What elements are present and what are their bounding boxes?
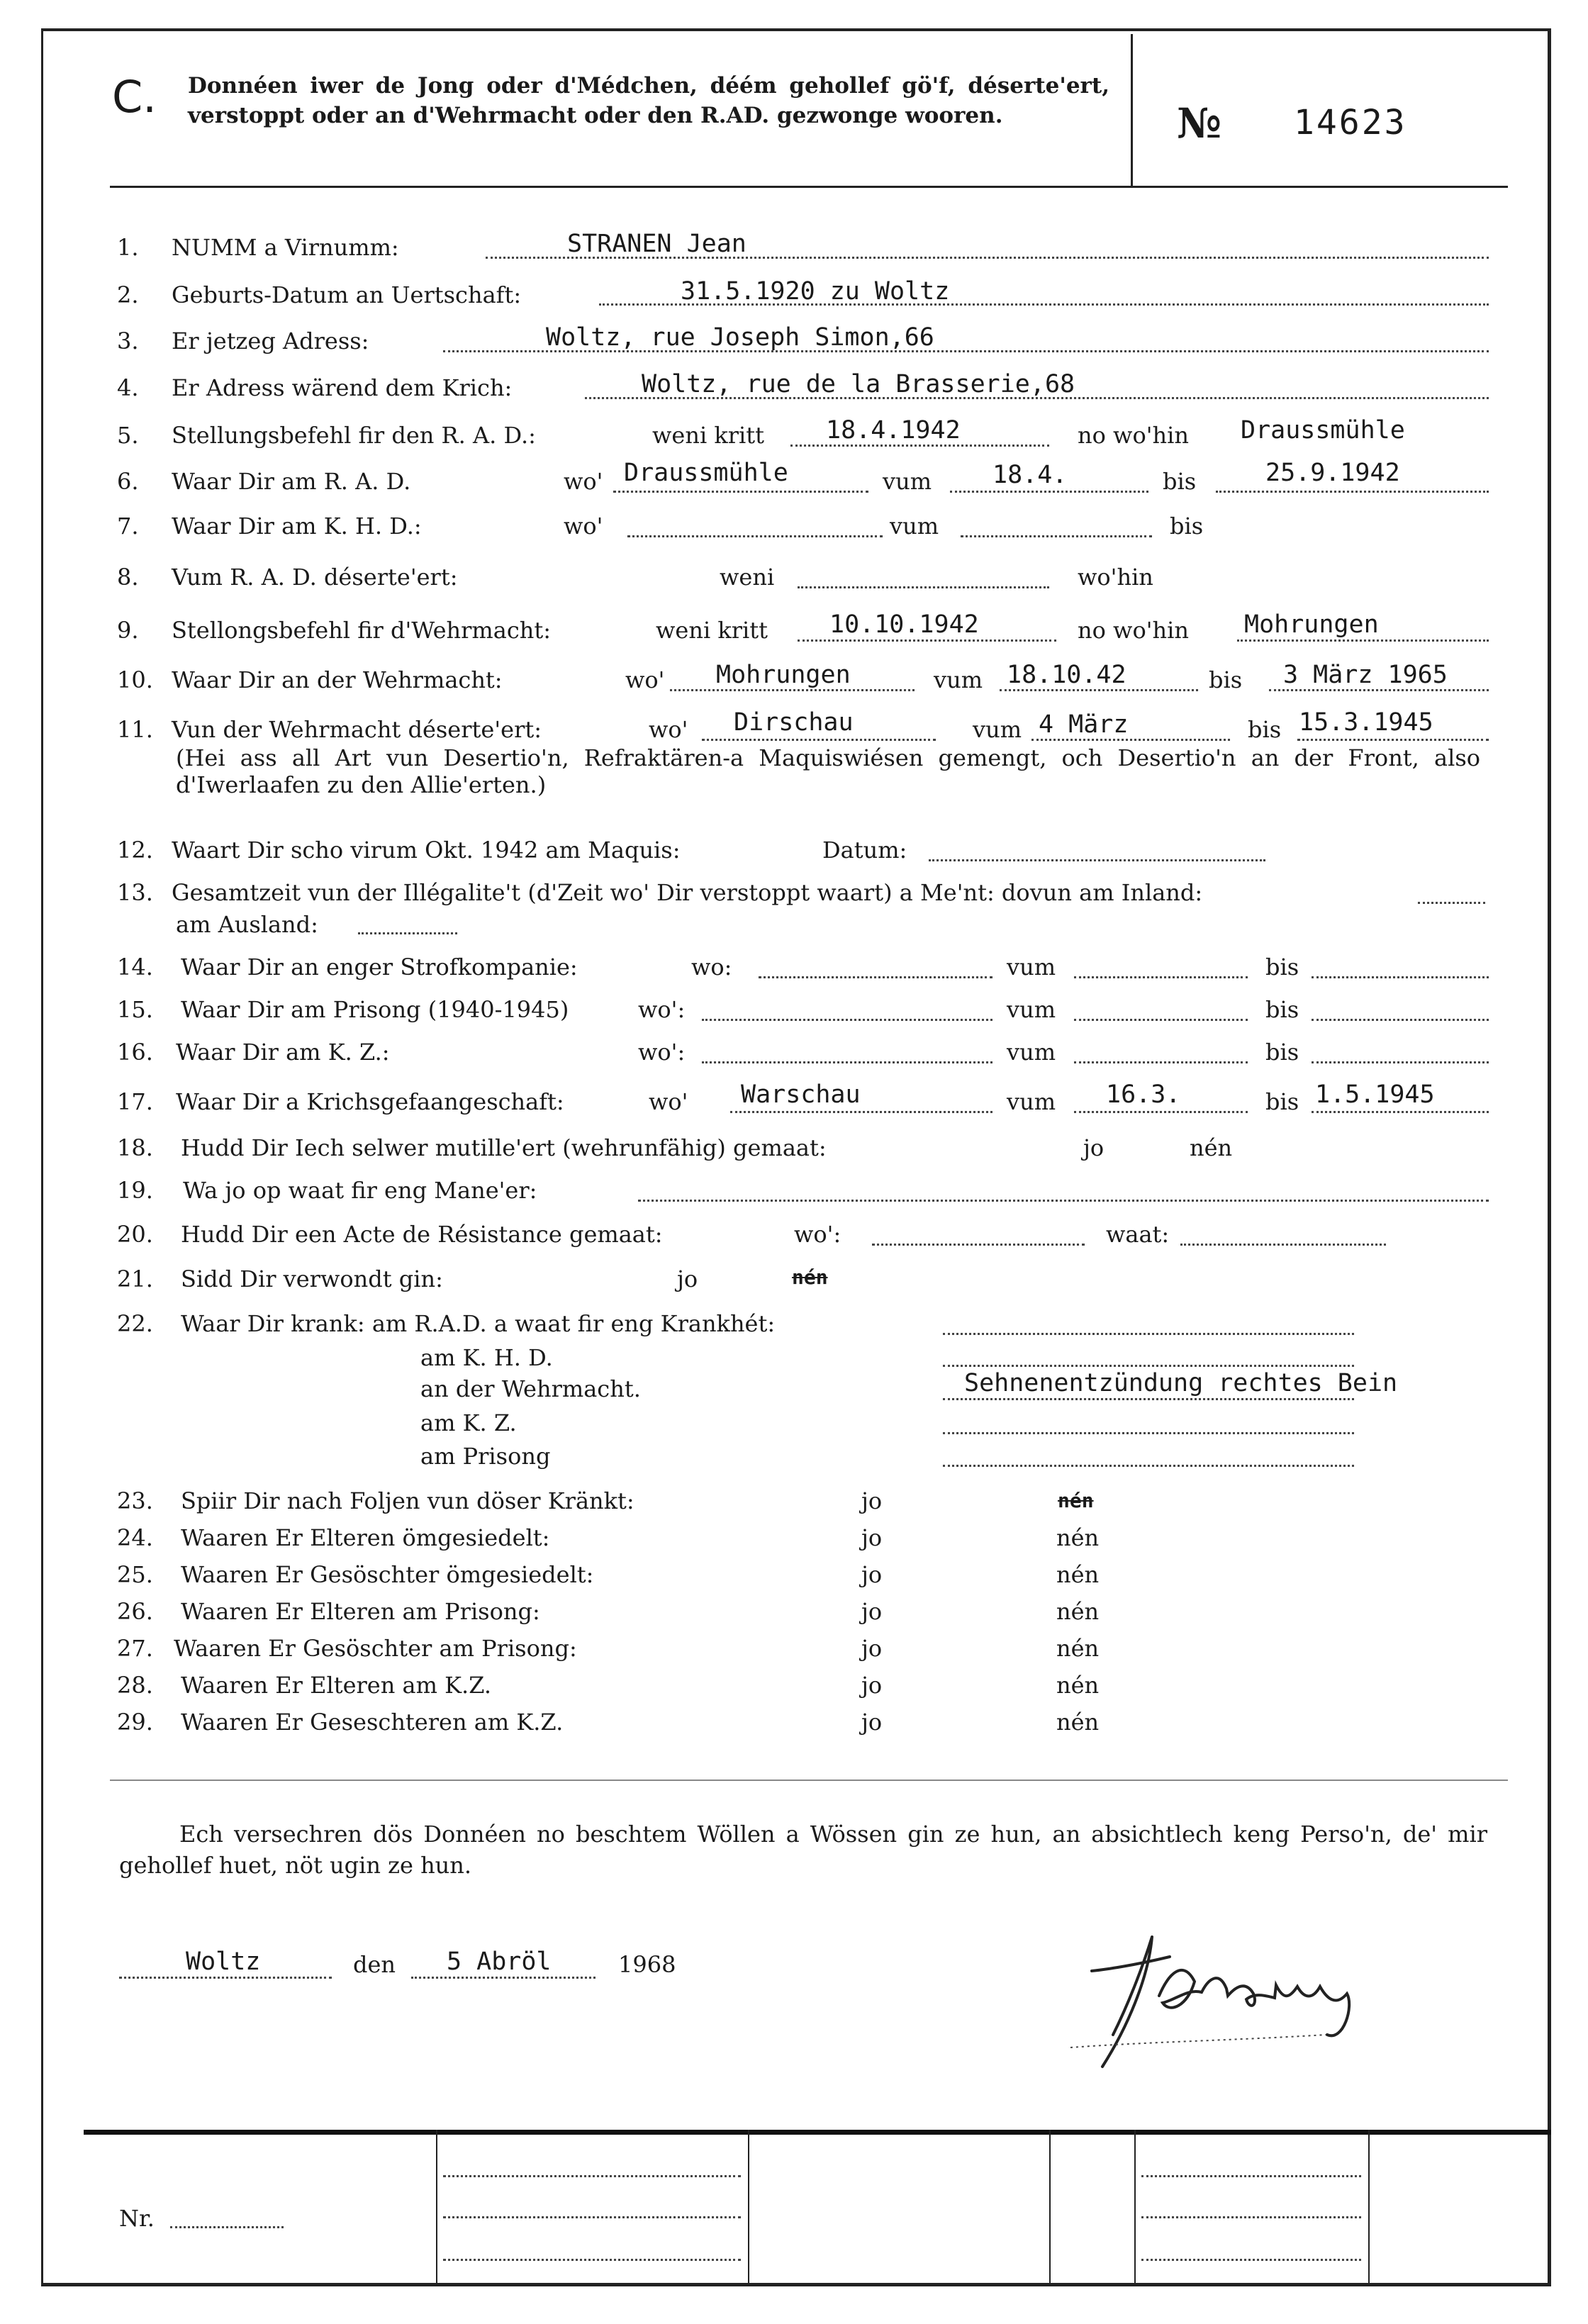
q14-mid1: wo: bbox=[691, 954, 732, 981]
q15-mid1: wo': bbox=[638, 996, 686, 1023]
q25-yes: jo bbox=[861, 1561, 883, 1588]
q19-label: Wa jo op waat fir eng Mane'er: bbox=[183, 1177, 537, 1204]
q5-line1 bbox=[790, 445, 1049, 447]
footer-line-3 bbox=[443, 2259, 741, 2261]
q23-number: 23. bbox=[117, 1487, 153, 1514]
q6-mid2: vum bbox=[883, 468, 932, 495]
q1-value: STRANEN Jean bbox=[567, 230, 747, 258]
q6-label: Waar Dir am R. A. D. bbox=[172, 468, 411, 495]
q15-line3 bbox=[1312, 1019, 1489, 1021]
q11-number: 11. bbox=[117, 716, 153, 743]
q14-mid3: bis bbox=[1265, 954, 1299, 981]
q11-value: Dirschau bbox=[734, 708, 854, 737]
q4-label: Er Adress wärend dem Krich: bbox=[172, 374, 513, 401]
q6-number: 6. bbox=[117, 468, 139, 495]
q22-line2 bbox=[943, 1398, 1354, 1400]
q20-number: 20. bbox=[117, 1221, 153, 1248]
q16-number: 16. bbox=[117, 1039, 153, 1066]
q7-mid3: bis bbox=[1170, 513, 1204, 540]
q16-line2 bbox=[1074, 1061, 1248, 1063]
q8-mid2: wo'hin bbox=[1078, 564, 1153, 591]
q18-no: nén bbox=[1190, 1134, 1233, 1161]
q6-line3 bbox=[1216, 491, 1489, 493]
q10-mid1: wo' bbox=[625, 666, 665, 693]
q7-line1 bbox=[627, 535, 883, 537]
q12-mid1: Datum: bbox=[822, 837, 907, 864]
q24-no: nén bbox=[1056, 1524, 1100, 1551]
q8-mid1: weni bbox=[720, 564, 775, 591]
q17-line2 bbox=[1074, 1111, 1248, 1113]
place-line bbox=[119, 1977, 332, 1979]
form-heading: Donnéen iwer de Jong oder d'Médchen, déém gehollef gö'f, déserte'ert, verstoppt oder an d'Wehrmacht oder den R.AD. gezwonge wooren. bbox=[188, 73, 1109, 128]
q14-label: Waar Dir an enger Strofkompanie: bbox=[181, 954, 578, 981]
q6-value: Draussmühle bbox=[624, 459, 788, 487]
q7-mid2: vum bbox=[890, 513, 939, 540]
q22-line3 bbox=[943, 1432, 1354, 1434]
q14-line3 bbox=[1312, 976, 1489, 978]
q1-label: NUMM a Virnumm: bbox=[172, 234, 399, 261]
q17-label: Waar Dir a Krichsgefaangeschaft: bbox=[176, 1088, 564, 1115]
q10-value3: 3 März 1965 bbox=[1283, 661, 1448, 689]
q11-line2 bbox=[1031, 739, 1230, 741]
q4-number: 4. bbox=[117, 374, 139, 401]
q9-mid2: no wo'hin bbox=[1078, 617, 1189, 644]
q17-value: Warschau bbox=[741, 1080, 861, 1109]
q29-label: Waaren Er Geseschteren am K.Z. bbox=[181, 1709, 564, 1736]
footer-divider-4 bbox=[1134, 2130, 1136, 2286]
q17-mid1: wo' bbox=[649, 1088, 688, 1115]
q21-label: Sidd Dir verwondt gin: bbox=[181, 1266, 443, 1292]
q1-number: 1. bbox=[117, 234, 139, 261]
q16-line3 bbox=[1312, 1061, 1489, 1063]
q29-number: 29. bbox=[117, 1709, 153, 1736]
q28-no: nén bbox=[1056, 1672, 1100, 1699]
q10-mid2: vum bbox=[934, 666, 983, 693]
q17-value2: 16.3. bbox=[1106, 1080, 1181, 1109]
footer-rule bbox=[84, 2130, 1551, 2135]
q16-label: Waar Dir am K. Z.: bbox=[176, 1039, 390, 1066]
q14-line2 bbox=[1074, 976, 1248, 978]
q17-number: 17. bbox=[117, 1088, 153, 1115]
q11-mid2: vum bbox=[973, 716, 1022, 743]
q5-number: 5. bbox=[117, 422, 139, 449]
signing-place: Woltz bbox=[186, 1948, 261, 1976]
q28-yes: jo bbox=[861, 1672, 883, 1699]
q22-line0 bbox=[943, 1333, 1354, 1335]
q22-number: 22. bbox=[117, 1310, 153, 1337]
q5-value2: Draussmühle bbox=[1241, 416, 1405, 445]
q17-mid3: bis bbox=[1265, 1088, 1299, 1115]
q22-sub-khd: am K. H. D. bbox=[420, 1344, 553, 1371]
header-rule bbox=[110, 186, 1508, 188]
q6-value2: 18.4. bbox=[992, 461, 1068, 489]
q22-label: Waar Dir krank: am R.A.D. a waat fir eng Krankhét: bbox=[181, 1310, 776, 1337]
q5-value: 18.4.1942 bbox=[826, 416, 961, 445]
footer-line-4 bbox=[1141, 2175, 1361, 2177]
q3-number: 3. bbox=[117, 328, 139, 354]
q25-no: nén bbox=[1056, 1561, 1100, 1588]
q15-mid2: vum bbox=[1007, 996, 1056, 1023]
q16-mid3: bis bbox=[1265, 1039, 1299, 1066]
q15-number: 15. bbox=[117, 996, 153, 1023]
q22-sub-kz: am K. Z. bbox=[420, 1409, 517, 1436]
q9-number: 9. bbox=[117, 617, 139, 644]
q9-label: Stellongsbefehl fir d'Wehrmacht: bbox=[172, 617, 551, 644]
q29-yes: jo bbox=[861, 1709, 883, 1736]
footer-line-6 bbox=[1141, 2259, 1361, 2261]
q25-number: 25. bbox=[117, 1561, 153, 1588]
q10-line2 bbox=[1000, 689, 1198, 691]
q10-value: Mohrungen bbox=[716, 661, 851, 689]
q13-line1 bbox=[1418, 902, 1485, 904]
header-divider bbox=[1131, 34, 1133, 186]
q11-label: Vun der Wehrmacht déserte'ert: bbox=[172, 716, 542, 743]
q20-mid1: wo': bbox=[794, 1221, 841, 1248]
q16-mid1: wo': bbox=[638, 1039, 686, 1066]
q28-label: Waaren Er Elteren am K.Z. bbox=[181, 1672, 492, 1699]
q20-mid2: waat: bbox=[1106, 1221, 1170, 1248]
q25-label: Waaren Er Gesöschter ömgesiedelt: bbox=[181, 1561, 594, 1588]
q7-mid1: wo' bbox=[564, 513, 603, 540]
q27-number: 27. bbox=[117, 1635, 153, 1662]
q15-label: Waar Dir am Prisong (1940-1945) bbox=[181, 996, 569, 1023]
q7-line2 bbox=[961, 535, 1152, 537]
q22-line4 bbox=[943, 1465, 1354, 1467]
q13-line2 bbox=[358, 932, 457, 934]
footer-nr-label: Nr. bbox=[119, 2205, 155, 2232]
q29-no: nén bbox=[1056, 1709, 1100, 1736]
q3-label: Er jetzeg Adress: bbox=[172, 328, 369, 354]
q12-number: 12. bbox=[117, 837, 153, 864]
q2-label: Geburts-Datum an Uertschaft: bbox=[172, 281, 522, 308]
q11-note: (Hei ass all Art vun Desertio'n, Refraktären-a Maquiswiésen gemengt, och Desertio'n an der Front, also d'Iwerlaafen zu den Allie'erten.) bbox=[176, 744, 1480, 798]
q17-line1 bbox=[730, 1111, 992, 1113]
q12-label: Waart Dir scho virum Okt. 1942 am Maquis: bbox=[172, 837, 681, 864]
q6-value3: 25.9.1942 bbox=[1265, 459, 1400, 487]
footer-divider-1 bbox=[436, 2130, 437, 2286]
form-number: 14623 bbox=[1294, 103, 1407, 143]
q21-yes: jo bbox=[677, 1266, 698, 1292]
q27-no: nén bbox=[1056, 1635, 1100, 1662]
footer-line-5 bbox=[1141, 2216, 1361, 2218]
q26-yes: jo bbox=[861, 1598, 883, 1625]
q23-yes: jo bbox=[861, 1487, 883, 1514]
q6-mid3: bis bbox=[1163, 468, 1197, 495]
q10-number: 10. bbox=[117, 666, 153, 693]
q22-line1 bbox=[943, 1365, 1354, 1367]
q11-line3 bbox=[1297, 739, 1489, 741]
q2-value: 31.5.1920 zu Woltz bbox=[681, 277, 950, 306]
q10-line3 bbox=[1269, 689, 1489, 691]
q10-line1 bbox=[670, 689, 915, 691]
q22-sub-wehrmacht: an der Wehrmacht. bbox=[420, 1375, 641, 1402]
signing-den: den bbox=[353, 1951, 396, 1978]
section-letter: C. bbox=[112, 71, 157, 123]
footer-divider-3 bbox=[1049, 2130, 1051, 2286]
q10-mid3: bis bbox=[1209, 666, 1243, 693]
q15-line1 bbox=[702, 1019, 992, 1021]
q13-label: Gesamtzeit vun der Illégalite't (d'Zeit wo' Dir verstoppt waart) a Me'nt: dovun am Inland: bbox=[172, 879, 1203, 906]
q20-line2 bbox=[1180, 1244, 1386, 1246]
q9-line2 bbox=[1237, 639, 1489, 642]
signing-year: 1968 bbox=[618, 1951, 676, 1978]
q9-mid1: weni kritt bbox=[656, 617, 768, 644]
q6-line1 bbox=[613, 491, 868, 493]
q16-mid2: vum bbox=[1007, 1039, 1056, 1066]
q20-line1 bbox=[872, 1244, 1085, 1246]
q7-label: Waar Dir am K. H. D.: bbox=[172, 513, 422, 540]
q13-mid1: am Ausland: bbox=[176, 911, 318, 938]
q14-number: 14. bbox=[117, 954, 153, 981]
q18-yes: jo bbox=[1083, 1134, 1105, 1161]
q10-label: Waar Dir an der Wehrmacht: bbox=[172, 666, 503, 693]
q13-number: 13. bbox=[117, 879, 153, 906]
q14-line1 bbox=[759, 976, 992, 978]
section-separator bbox=[110, 1780, 1508, 1781]
q24-yes: jo bbox=[861, 1524, 883, 1551]
q26-no: nén bbox=[1056, 1598, 1100, 1625]
q11-mid1: wo' bbox=[649, 716, 688, 743]
q17-mid2: vum bbox=[1007, 1088, 1056, 1115]
q17-line3 bbox=[1312, 1111, 1489, 1113]
q24-label: Waaren Er Elteren ömgesiedelt: bbox=[181, 1524, 550, 1551]
q19-number: 19. bbox=[117, 1177, 153, 1204]
q16-line1 bbox=[702, 1061, 992, 1063]
footer-nr-line bbox=[170, 2226, 284, 2228]
q26-label: Waaren Er Elteren am Prisong: bbox=[181, 1598, 540, 1625]
signing-date: 5 Abröl bbox=[447, 1948, 552, 1976]
q6-mid1: wo' bbox=[564, 468, 603, 495]
footer-divider-2 bbox=[748, 2130, 749, 2286]
q22-value: Sehnenentzündung rechtes Bein bbox=[964, 1369, 1398, 1397]
date-line bbox=[411, 1977, 596, 1979]
q19-line bbox=[638, 1200, 1489, 1202]
q15-mid3: bis bbox=[1265, 996, 1299, 1023]
q22-sub-prisong: am Prisong bbox=[420, 1443, 551, 1470]
q28-number: 28. bbox=[117, 1672, 153, 1699]
q2-number: 2. bbox=[117, 281, 139, 308]
q3-value: Woltz, rue Joseph Simon,66 bbox=[546, 323, 934, 352]
q17-value3: 1.5.1945 bbox=[1315, 1080, 1435, 1109]
q14-mid2: vum bbox=[1007, 954, 1056, 981]
q9-line1 bbox=[798, 639, 1056, 642]
q7-number: 7. bbox=[117, 513, 139, 540]
q6-line2 bbox=[950, 491, 1148, 493]
q5-label: Stellungsbefehl fir den R. A. D.: bbox=[172, 422, 536, 449]
q8-number: 8. bbox=[117, 564, 139, 591]
footer-line-1 bbox=[443, 2175, 741, 2177]
q8-label: Vum R. A. D. déserte'ert: bbox=[172, 564, 458, 591]
q8-line1 bbox=[798, 586, 1049, 588]
q26-number: 26. bbox=[117, 1598, 153, 1625]
q9-value2: Mohrungen bbox=[1244, 610, 1379, 639]
q11-mid3: bis bbox=[1248, 716, 1282, 743]
q27-yes: jo bbox=[861, 1635, 883, 1662]
q11-value2: 4 März bbox=[1039, 710, 1129, 739]
q24-number: 24. bbox=[117, 1524, 153, 1551]
handwritten-signature bbox=[1063, 1928, 1390, 2077]
q21-number: 21. bbox=[117, 1266, 153, 1292]
q18-label: Hudd Dir Iech selwer mutille'ert (wehrunfähig) gemaat: bbox=[181, 1134, 827, 1161]
q5-mid2: no wo'hin bbox=[1078, 422, 1189, 449]
q4-value: Woltz, rue de la Brasserie,68 bbox=[642, 370, 1075, 398]
q21-no-struck: nén bbox=[792, 1266, 828, 1289]
q27-label: Waaren Er Gesöschter am Prisong: bbox=[174, 1635, 577, 1662]
declaration-text: Ech versechren dös Donnéen no beschtem Wöllen a Wössen gin ze hun, an absichtlech keng Perso'n, de' mir gehollef huet, nöt ugin ze hun. bbox=[119, 1821, 1487, 1879]
q23-label: Spiir Dir nach Foljen vun döser Kränkt: bbox=[181, 1487, 634, 1514]
q15-line2 bbox=[1074, 1019, 1248, 1021]
number-sign: № bbox=[1177, 99, 1222, 147]
q10-value2: 18.10.42 bbox=[1007, 661, 1126, 689]
footer-divider-5 bbox=[1368, 2130, 1370, 2286]
q11-line1 bbox=[702, 739, 936, 741]
q18-number: 18. bbox=[117, 1134, 153, 1161]
q11-value3: 15.3.1945 bbox=[1299, 708, 1433, 737]
q5-mid1: weni kritt bbox=[652, 422, 764, 449]
q12-line bbox=[929, 859, 1265, 861]
q20-label: Hudd Dir een Acte de Résistance gemaat: bbox=[181, 1221, 663, 1248]
footer-line-2 bbox=[443, 2216, 741, 2218]
q9-value: 10.10.1942 bbox=[829, 610, 979, 639]
q23-no-struck: nén bbox=[1058, 1489, 1094, 1512]
